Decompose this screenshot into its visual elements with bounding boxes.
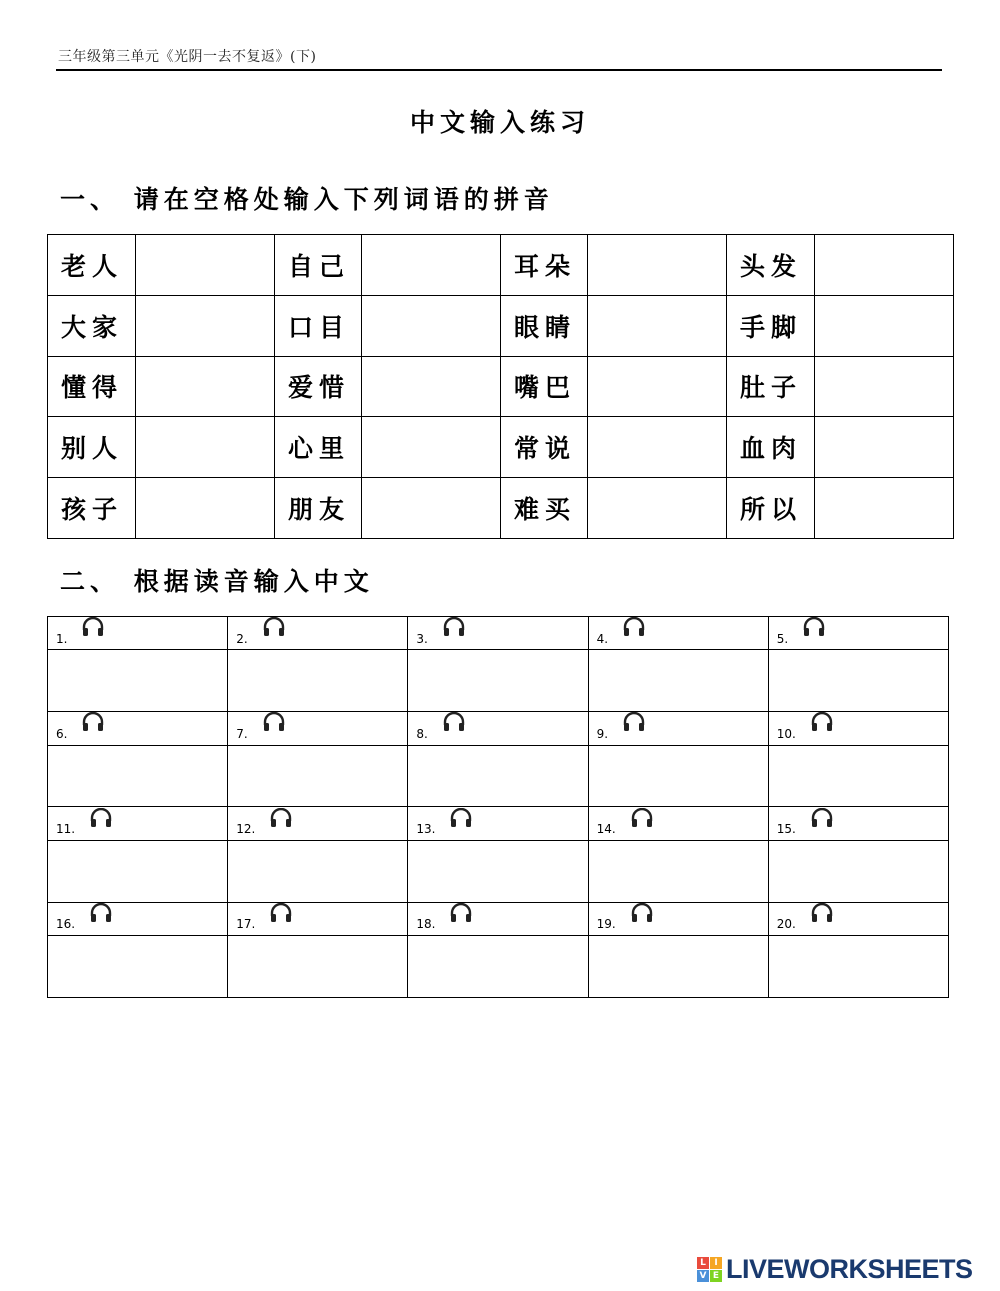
word-cell: 眼睛 — [501, 295, 588, 356]
listen-item-header — [48, 617, 228, 650]
pinyin-input[interactable] — [136, 236, 274, 294]
listen-item-header — [768, 807, 948, 840]
word-cell: 朋友 — [275, 478, 362, 539]
chinese-input[interactable] — [48, 938, 227, 996]
word-cell: 常说 — [501, 417, 588, 478]
listen-item-header — [408, 712, 588, 745]
logo-letter-block: E — [710, 1270, 722, 1282]
chinese-input[interactable] — [589, 747, 768, 805]
listen-answer-cell — [408, 936, 588, 998]
pinyin-row — [48, 356, 954, 417]
pinyin-answer-cell — [362, 417, 501, 478]
listen-header-row — [48, 902, 949, 935]
item-number: 5. — [776, 631, 789, 646]
item-number: 6. — [56, 726, 68, 741]
pinyin-answer-cell — [362, 478, 501, 539]
listen-item-header — [408, 617, 588, 650]
headphone-icon[interactable] — [89, 808, 113, 832]
chinese-input[interactable] — [408, 747, 587, 805]
listen-answer-row — [48, 936, 949, 998]
item-number: 13. — [416, 822, 436, 837]
listen-item-header — [408, 902, 588, 935]
pinyin-answer-cell — [588, 356, 727, 417]
chinese-input[interactable] — [228, 747, 407, 805]
word-cell: 所以 — [727, 478, 815, 539]
pinyin-answer-cell — [815, 295, 954, 356]
listen-item-header — [768, 712, 948, 745]
item-number: 16. — [56, 917, 76, 932]
item-number: 15. — [776, 822, 796, 837]
word-cell: 老人 — [48, 235, 136, 296]
listen-header-row — [48, 712, 949, 745]
chinese-input[interactable] — [589, 842, 768, 900]
pinyin-input[interactable] — [136, 357, 274, 415]
chinese-input[interactable] — [228, 842, 407, 900]
listen-item-header — [48, 807, 228, 840]
listen-item-header — [588, 807, 768, 840]
word-cell: 头发 — [727, 235, 815, 296]
item-number: 10. — [776, 726, 796, 741]
pinyin-input[interactable] — [588, 479, 726, 537]
word-cell: 手脚 — [727, 295, 815, 356]
listen-item-header — [588, 617, 768, 650]
headphone-icon[interactable] — [81, 617, 105, 641]
pinyin-answer-cell — [815, 478, 954, 539]
pinyin-answer-cell — [588, 478, 727, 539]
item-number: 2. — [236, 631, 248, 646]
listen-answer-cell — [48, 840, 228, 902]
item-number: 12. — [236, 822, 256, 837]
listen-header-row — [48, 617, 949, 650]
item-number: 14. — [596, 822, 616, 837]
chinese-input[interactable] — [769, 747, 948, 805]
pinyin-input[interactable] — [362, 297, 500, 355]
item-number: 4. — [596, 631, 609, 646]
logo-letter-block: L — [697, 1257, 709, 1269]
headphone-icon[interactable] — [630, 808, 654, 832]
item-number: 3. — [416, 631, 428, 646]
pinyin-input[interactable] — [588, 418, 726, 476]
pinyin-input[interactable] — [362, 357, 500, 415]
liveworksheets-logo — [697, 1252, 973, 1286]
chinese-input[interactable] — [408, 938, 587, 996]
word-cell: 嘴巴 — [501, 356, 588, 417]
headphone-icon[interactable] — [622, 617, 646, 641]
chinese-input[interactable] — [589, 938, 768, 996]
chinese-input[interactable] — [228, 652, 407, 710]
word-cell: 口目 — [275, 295, 362, 356]
headphone-icon[interactable] — [802, 617, 826, 641]
listen-answer-cell — [588, 936, 768, 998]
listen-answer-cell — [228, 936, 408, 998]
listen-header-row — [48, 807, 949, 840]
listen-item-header — [48, 712, 228, 745]
pinyin-input[interactable] — [362, 236, 500, 294]
pinyin-answer-cell — [136, 417, 275, 478]
chinese-input[interactable] — [48, 652, 227, 710]
headphone-icon[interactable] — [810, 712, 834, 736]
word-cell: 自己 — [275, 235, 362, 296]
listen-answer-cell — [228, 840, 408, 902]
pinyin-answer-cell — [136, 478, 275, 539]
listen-answer-cell — [588, 650, 768, 712]
listen-answer-cell — [408, 745, 588, 807]
pinyin-input[interactable] — [588, 236, 726, 294]
pinyin-answer-cell — [815, 356, 954, 417]
headphone-icon[interactable] — [269, 903, 293, 927]
section2-title: 二、 根据读音输入中文 — [60, 567, 374, 596]
item-number: 7. — [236, 726, 248, 741]
listen-answer-cell — [768, 745, 948, 807]
chinese-input[interactable] — [408, 652, 587, 710]
section1-title: 一、 请在空格处输入下列词语的拼音 — [60, 185, 554, 214]
listen-answer-cell — [768, 650, 948, 712]
listen-answer-cell — [408, 650, 588, 712]
pinyin-row — [48, 295, 954, 356]
headphone-icon[interactable] — [810, 903, 834, 927]
word-cell: 爱惜 — [275, 356, 362, 417]
logo-letter-block: V — [697, 1270, 709, 1282]
pinyin-answer-cell — [362, 356, 501, 417]
pinyin-answer-cell — [815, 417, 954, 478]
chinese-input[interactable] — [589, 652, 768, 710]
item-number: 19. — [596, 917, 616, 932]
headphone-icon[interactable] — [262, 712, 286, 736]
pinyin-input[interactable] — [815, 357, 953, 415]
pinyin-answer-cell — [362, 295, 501, 356]
chinese-input[interactable] — [769, 842, 948, 900]
pinyin-answer-cell — [362, 235, 501, 296]
listen-item-header — [768, 617, 948, 650]
item-number: 1. — [56, 631, 68, 646]
listen-item-header — [228, 807, 408, 840]
pinyin-table — [47, 234, 954, 539]
word-cell: 血肉 — [727, 417, 815, 478]
listen-item-header — [48, 902, 228, 935]
pinyin-input[interactable] — [588, 357, 726, 415]
listen-item-header — [228, 617, 408, 650]
chinese-input[interactable] — [408, 842, 587, 900]
pinyin-input[interactable] — [136, 418, 274, 476]
word-cell: 耳朵 — [501, 235, 588, 296]
pinyin-answer-cell — [588, 235, 727, 296]
listen-answer-cell — [768, 936, 948, 998]
headphone-icon[interactable] — [89, 903, 113, 927]
worksheet-header: 三年级第三单元《光阴一去不复返》(下) — [58, 49, 317, 65]
word-cell: 孩子 — [48, 478, 136, 539]
chinese-input[interactable] — [48, 842, 227, 900]
listen-answer-cell — [48, 650, 228, 712]
pinyin-row — [48, 478, 954, 539]
pinyin-input[interactable] — [815, 479, 953, 537]
pinyin-input[interactable] — [815, 297, 953, 355]
logo-blocks — [697, 1257, 722, 1282]
listen-item-header — [768, 902, 948, 935]
pinyin-row — [48, 417, 954, 478]
item-number: 17. — [236, 917, 256, 932]
listen-answer-cell — [48, 936, 228, 998]
listen-answer-cell — [588, 745, 768, 807]
page-title: 中文输入练习 — [409, 108, 590, 137]
pinyin-answer-cell — [136, 235, 275, 296]
pinyin-row — [48, 235, 954, 296]
header-rule — [56, 69, 942, 71]
item-number: 20. — [776, 917, 796, 932]
listen-item-header — [588, 902, 768, 935]
logo-text: LIVEWORKSHEETS — [726, 1253, 973, 1284]
word-cell: 肚子 — [727, 356, 815, 417]
headphone-icon[interactable] — [449, 903, 473, 927]
item-number: 9. — [596, 726, 609, 741]
headphone-icon[interactable] — [630, 903, 654, 927]
word-cell: 懂得 — [48, 356, 136, 417]
logo-letter-block: I — [710, 1257, 722, 1269]
listen-answer-cell — [588, 840, 768, 902]
item-number: 11. — [56, 822, 76, 837]
listen-item-header — [408, 807, 588, 840]
chinese-input[interactable] — [769, 652, 948, 710]
listen-item-header — [588, 712, 768, 745]
chinese-input[interactable] — [769, 938, 948, 996]
listen-answer-row — [48, 745, 949, 807]
listen-answer-cell — [768, 840, 948, 902]
listen-answer-row — [48, 650, 949, 712]
listening-table — [47, 616, 949, 998]
headphone-icon[interactable] — [269, 808, 293, 832]
item-number: 8. — [416, 726, 428, 741]
pinyin-answer-cell — [136, 295, 275, 356]
item-number: 18. — [416, 917, 436, 932]
word-cell: 大家 — [48, 295, 136, 356]
listen-answer-cell — [228, 745, 408, 807]
headphone-icon[interactable] — [81, 712, 105, 736]
pinyin-answer-cell — [136, 356, 275, 417]
chinese-input[interactable] — [48, 747, 227, 805]
listen-item-header — [228, 902, 408, 935]
listen-item-header — [228, 712, 408, 745]
headphone-icon[interactable] — [262, 617, 286, 641]
headphone-icon[interactable] — [442, 712, 466, 736]
pinyin-answer-cell — [588, 295, 727, 356]
pinyin-input[interactable] — [362, 479, 500, 537]
pinyin-input[interactable] — [815, 236, 953, 294]
pinyin-input[interactable] — [362, 418, 500, 476]
word-cell: 心里 — [275, 417, 362, 478]
listen-answer-row — [48, 840, 949, 902]
pinyin-input[interactable] — [136, 479, 274, 537]
pinyin-input[interactable] — [588, 297, 726, 355]
headphone-icon[interactable] — [442, 617, 466, 641]
word-cell: 难买 — [501, 478, 588, 539]
headphone-icon[interactable] — [622, 712, 646, 736]
listen-answer-cell — [48, 745, 228, 807]
pinyin-input[interactable] — [136, 297, 274, 355]
listen-answer-cell — [228, 650, 408, 712]
pinyin-input[interactable] — [815, 418, 953, 476]
headphone-icon[interactable] — [810, 808, 834, 832]
word-cell: 别人 — [48, 417, 136, 478]
listen-answer-cell — [408, 840, 588, 902]
headphone-icon[interactable] — [449, 808, 473, 832]
chinese-input[interactable] — [228, 938, 407, 996]
pinyin-answer-cell — [588, 417, 727, 478]
pinyin-answer-cell — [815, 235, 954, 296]
